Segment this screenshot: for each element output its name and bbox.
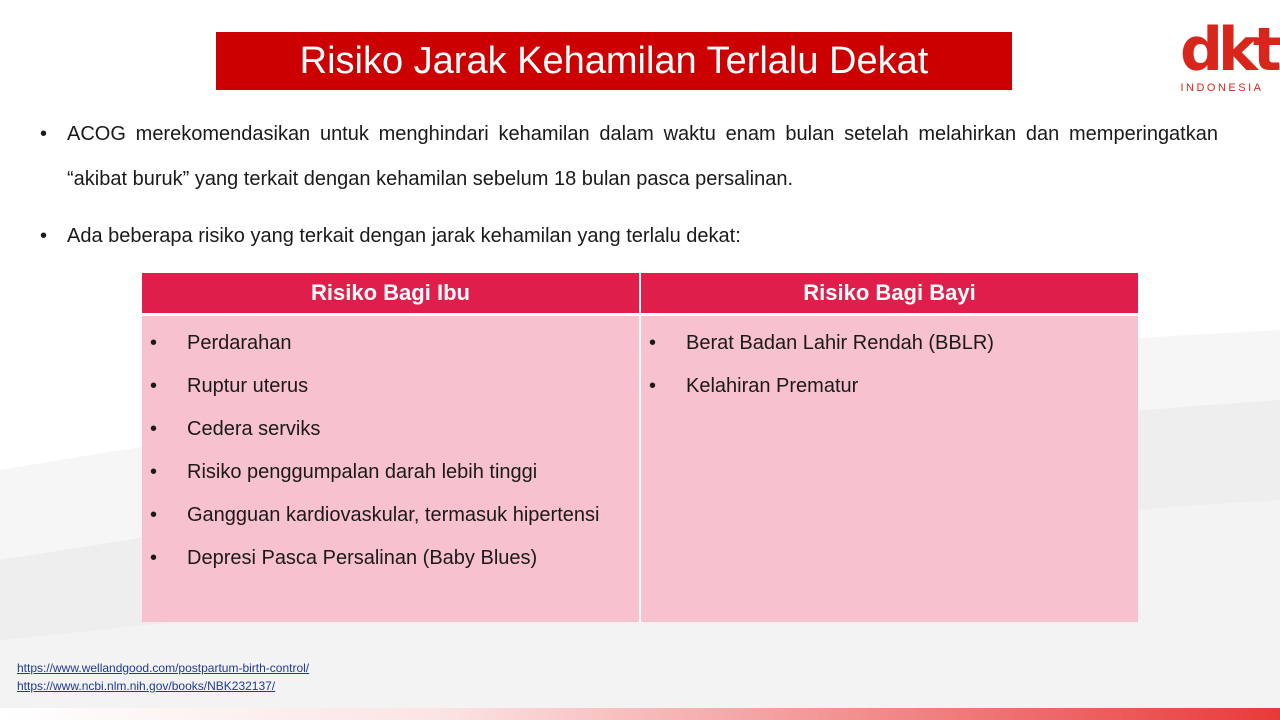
list-item-text: Gangguan kardiovaskular, termasuk hipertensi xyxy=(187,504,600,526)
cell-risiko-ibu xyxy=(142,315,640,623)
list-item xyxy=(641,322,1138,365)
table-body-row xyxy=(142,315,1138,623)
bullet-dot: • xyxy=(649,332,657,354)
bullet-dot: • xyxy=(150,504,158,526)
list-item xyxy=(142,365,639,408)
reference-link-wellandgood[interactable]: https://www.wellandgood.com/postpartum-birth-control/ xyxy=(17,661,310,675)
references xyxy=(17,659,309,695)
bullet-dot: • xyxy=(150,375,158,397)
bullet-dot: • xyxy=(150,547,158,569)
intro-bullet-text: ACOG merekomendasikan untuk menghindari kehamilan dalam waktu enam bulan setelah melahirkan dan memperingatkan “akibat buruk” yang terkait dengan kehamilan sebelum 18 bulan pasca persalinan. xyxy=(67,123,1218,190)
bullet-dot: • xyxy=(150,418,158,440)
intro-bullet-risks xyxy=(40,214,1218,259)
intro-bullet-list xyxy=(40,112,1218,259)
table-header-row xyxy=(142,273,1138,315)
dkt-indonesia-logo xyxy=(1180,15,1277,96)
bullet-dot: • xyxy=(40,123,48,145)
cell-risiko-bayi xyxy=(640,315,1138,623)
bullet-dot: • xyxy=(40,225,48,247)
list-item-text: Perdarahan xyxy=(187,332,292,354)
header-risiko-ibu: Risiko Bagi Ibu xyxy=(142,273,640,315)
list-item-text: Cedera serviks xyxy=(187,418,321,440)
bottom-gradient-strip xyxy=(0,708,1280,720)
bullet-dot: • xyxy=(649,375,657,397)
list-risiko-bayi xyxy=(641,322,1138,408)
list-risiko-ibu xyxy=(142,322,639,580)
reference-link-ncbi[interactable]: https://www.ncbi.nlm.nih.gov/books/NBK232137/ xyxy=(17,679,276,693)
list-item xyxy=(641,365,1138,408)
list-item-text: Depresi Pasca Persalinan (Baby Blues) xyxy=(187,547,538,569)
list-item-text: Ruptur uterus xyxy=(187,375,309,397)
intro-bullet-acog xyxy=(40,112,1218,202)
list-item xyxy=(142,322,639,365)
header-risiko-bayi: Risiko Bagi Bayi xyxy=(640,273,1138,315)
logo-mark: dkt xyxy=(1180,15,1277,85)
list-item-text: Berat Badan Lahir Rendah (BBLR) xyxy=(686,332,994,354)
risk-table xyxy=(142,273,1138,622)
list-item xyxy=(142,537,639,580)
intro-bullet-text: Ada beberapa risiko yang terkait dengan jarak kehamilan yang terlalu dekat: xyxy=(67,225,741,247)
logo-subtitle: INDONESIA xyxy=(1180,82,1264,94)
list-item-text: Kelahiran Prematur xyxy=(686,375,859,397)
slide-title: Risiko Jarak Kehamilan Terlalu Dekat xyxy=(216,32,1012,90)
list-item xyxy=(142,451,639,494)
list-item-text: Risiko penggumpalan darah lebih tinggi xyxy=(187,461,538,483)
bullet-dot: • xyxy=(150,461,158,483)
list-item xyxy=(142,408,639,451)
list-item xyxy=(142,494,639,537)
bullet-dot: • xyxy=(150,332,158,354)
